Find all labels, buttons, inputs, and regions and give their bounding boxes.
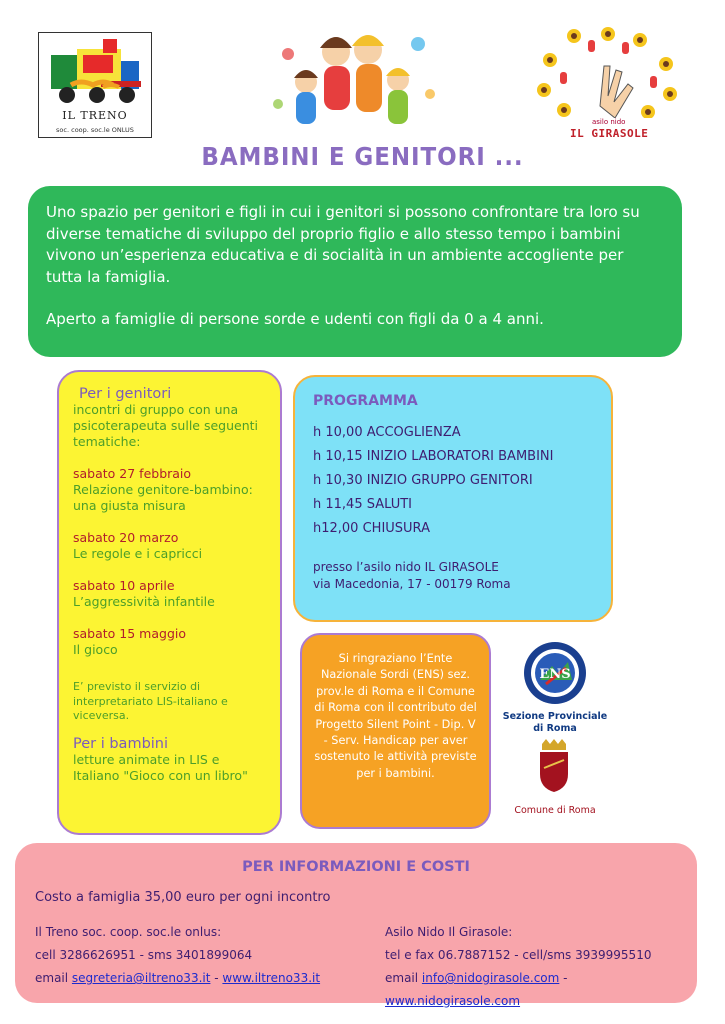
ens-label: Sezione Provinciale di Roma (502, 711, 608, 734)
roma-label: Comune di Roma (514, 805, 596, 816)
meeting-topic: Il gioco (73, 642, 118, 657)
link-separator: - (210, 971, 223, 985)
venue-name: presso l’asilo nido IL GIRASOLE (313, 560, 499, 574)
girasole-website-link[interactable]: www.nidogirasole.com (385, 994, 521, 1008)
treno-contact-email-line (35, 967, 320, 990)
programma-item: h 10,30 INIZIO GRUPPO GENITORI (313, 473, 533, 488)
email-prefix: email (385, 971, 422, 985)
thanks-box (300, 633, 491, 829)
treno-contact-name: Il Treno soc. coop. soc.le onlus: (35, 925, 222, 939)
meeting-date: sabato 10 aprile (73, 578, 175, 593)
info-heading: PER INFORMAZIONI E COSTI (242, 859, 470, 875)
info-box (15, 843, 697, 1008)
genitori-box (57, 370, 282, 835)
treno-email-link[interactable]: segreteria@iltreno33.it (71, 971, 211, 985)
cost-text: Costo a famiglia 35,00 euro per ogni incontro (35, 890, 331, 905)
email-prefix: email (35, 971, 72, 985)
train-icon (41, 35, 149, 109)
page-title: BAMBINI E GENITORI ... (201, 142, 524, 171)
programma-item: h12,00 CHIUSURA (313, 521, 430, 536)
genitori-description: incontri di gruppo con una psicoterapeuta sulle seguenti tematiche: (73, 402, 259, 449)
girasole-contact (385, 921, 697, 1013)
genitori-heading: Per i genitori (79, 386, 172, 402)
girasole-contact-phone: tel e fax 06.7887152 - cell/sms 3939995510 (385, 948, 652, 962)
meeting-date: sabato 15 maggio (73, 626, 186, 641)
girasole-line1: asilo nido (592, 118, 626, 126)
interpreting-note: E’ previsto il servizio di interpretariato LIS-italiano e viceversa. (73, 680, 228, 722)
il-girasole-logo (530, 26, 680, 144)
programma-item: h 11,45 SALUTI (313, 497, 412, 512)
intro-paragraph-1: Uno spazio per genitori e figli in cui i genitori si possono confrontare tra loro su diverse tematiche di sviluppo del proprio figlio e allo stesso tempo i bambini vivono un’esperienza educativa e di socialità in un ambiente accogliente per tutta la famiglia. (46, 203, 640, 286)
programma-box (293, 375, 613, 622)
family-illustration (258, 24, 446, 136)
ens-logo-text: ENS (539, 667, 571, 682)
treno-website-link[interactable]: www.iltreno33.it (222, 971, 321, 985)
treno-contact-phone: cell 3286626951 - sms 3401899064 (35, 948, 253, 962)
treno-name: IL TRENO (62, 109, 128, 122)
meeting-topic: L’aggressività infantile (73, 594, 215, 609)
programma-heading: PROGRAMMA (313, 393, 418, 409)
programma-item: h 10,15 INIZIO LABORATORI BAMBINI (313, 449, 554, 464)
bambini-heading: Per i bambini (73, 735, 169, 752)
intro-box (28, 186, 682, 357)
sunflower-icon (530, 26, 680, 118)
meeting-date: sabato 27 febbraio (73, 466, 192, 481)
meeting-topic: Le regole e i capricci (73, 546, 203, 561)
thanks-text: Si ringraziano l’Ente Nazionale Sordi (ENS) sez. prov.le di Roma e il Comune di Roma con il contributo del Progetto Silent Point - Dip. V - Serv. Handicap per aver sostenuto le attività previste per i bambini. (314, 652, 477, 780)
treno-subtitle: soc. coop. soc.le ONLUS (56, 126, 134, 134)
intro-paragraph-2: Aperto a famiglie di persone sorde e udenti con figli da 0 a 4 anni. (46, 310, 544, 328)
ens-logo (522, 640, 588, 706)
girasole-contact-name: Asilo Nido Il Girasole: (385, 925, 513, 939)
meeting-date: sabato 20 marzo (73, 530, 179, 545)
programma-item: h 10,00 ACCOGLIENZA (313, 425, 461, 440)
bambini-text: letture animate in LIS e Italiano "Gioco con un libro" (73, 751, 248, 783)
girasole-contact-email-line (385, 967, 697, 1013)
girasole-line2: IL GIRASOLE (570, 127, 649, 140)
treno-contact (35, 921, 320, 990)
girasole-email-link[interactable]: info@nidogirasole.com (421, 971, 560, 985)
roma-crest-icon (534, 738, 574, 794)
venue-address: via Macedonia, 17 - 00179 Roma (313, 577, 511, 591)
il-treno-logo (38, 32, 152, 138)
meeting-topic: Relazione genitore-bambino: una giusta misura (73, 482, 253, 513)
link-separator: - (559, 971, 568, 985)
